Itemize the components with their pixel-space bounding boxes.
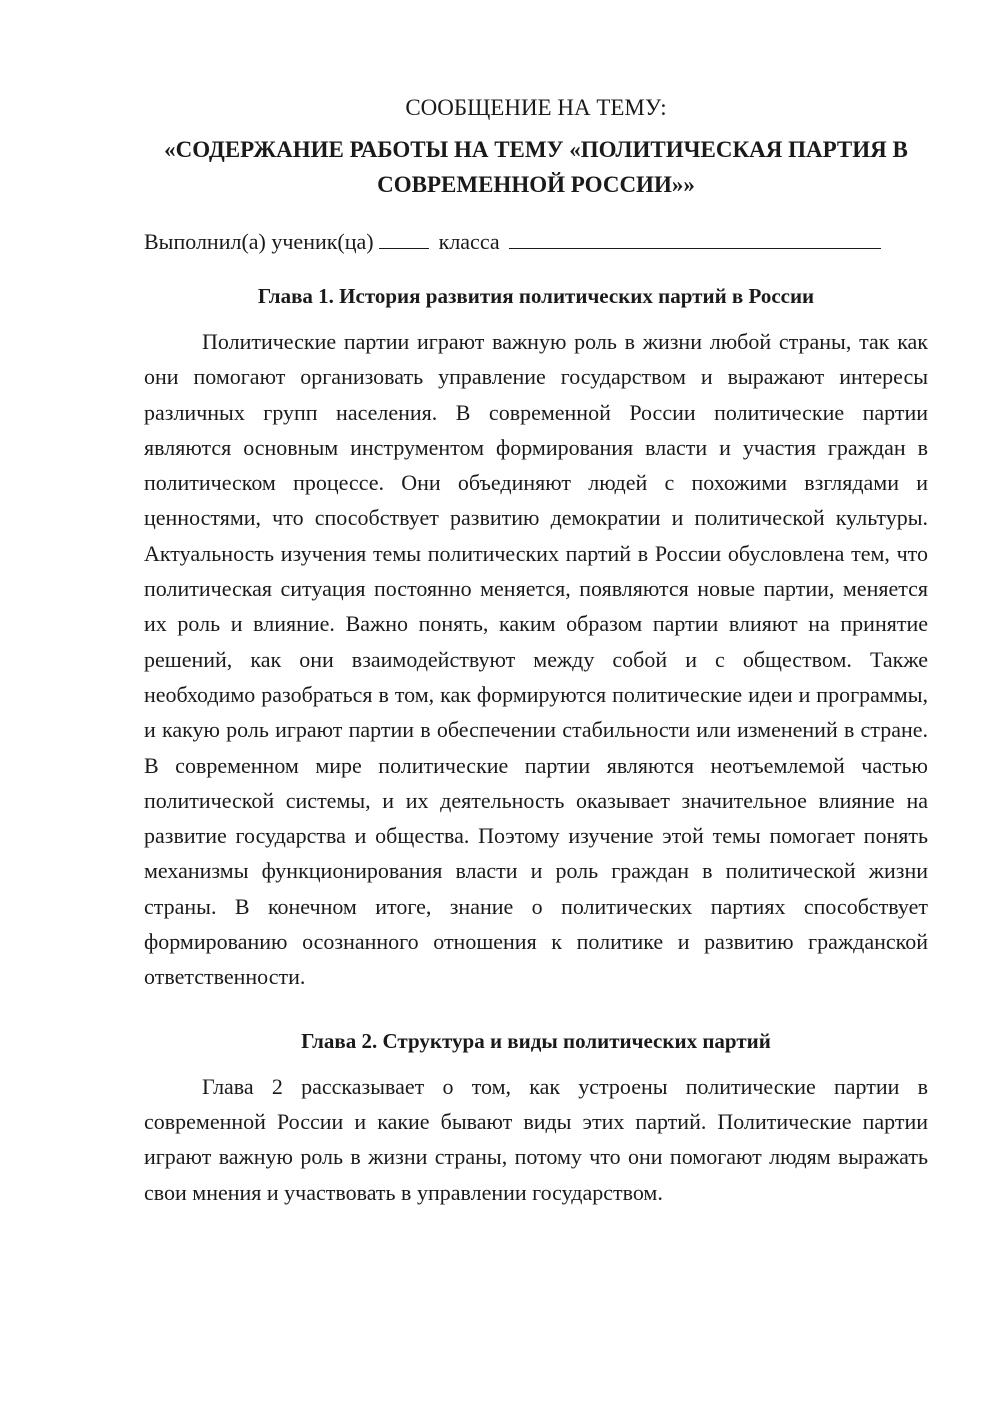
section-spacer (144, 995, 928, 1025)
document-title: «СОДЕРЖАНИЕ РАБОТЫ НА ТЕМУ «ПОЛИТИЧЕСКАЯ ПАРТИЯ В СОВРЕМЕННОЙ РОССИИ»» (164, 137, 908, 197)
document-page (144, 92, 928, 1210)
subject-line: СООБЩЕНИЕ НА ТЕМУ: (405, 95, 667, 120)
byline (144, 226, 928, 258)
chapter-1-paragraph: Политические партии играют важную роль в жизни любой страны, так как они помогают организовать управление государством и выражают интересы различных групп населения. В современной России политические партии являются основным инструментом формирования власти и участия граждан в политическом процессе. Они объединяют людей с похожими взглядами и ценностями, что способствует развитию демократии и политической культуры. Актуальность изучения темы политических партий в России обусловлена тем, что политическая ситуация постоянно меняется, появляются новые партии, меняется их роль и влияние. Важно понять, каким образом партии влияют на принятие решений, как они взаимодействуют между собой и с обществом. Также необходимо разобраться в том, как формируются политические идеи и программы, и какую роль играют партии в обеспечении стабильности или изменений в стране. В современном мире политические партии являются неотъемлемой частью политической системы, и их деятельность оказывает значительное влияние на развитие государства и общества. Поэтому изучение этой темы помогает понять механизмы функционирования власти и роль граждан в политической жизни страны. В конечном итоге, знание о политических партиях способствует формированию осознанного отношения к политике и развитию гражданской ответственности. (144, 329, 928, 990)
chapter-2-heading: Глава 2. Структура и виды политических партий (301, 1028, 771, 1053)
chapter-2-paragraph: Глава 2 рассказывает о том, как устроены политические партии в современной России и какие бывают виды этих партий. Политические партии играют важную роль в жизни страны, потому что они помогают людям выражать свои мнения и участвовать в управлении государством. (144, 1073, 928, 1205)
byline-middle: класса (438, 229, 500, 254)
student-name-blank[interactable] (509, 226, 881, 249)
byline-prefix: Выполнил(а) ученик(ца) (144, 229, 374, 254)
class-number-blank[interactable] (379, 226, 429, 249)
chapter-1-heading: Глава 1. История развития политических партий в России (257, 284, 815, 308)
